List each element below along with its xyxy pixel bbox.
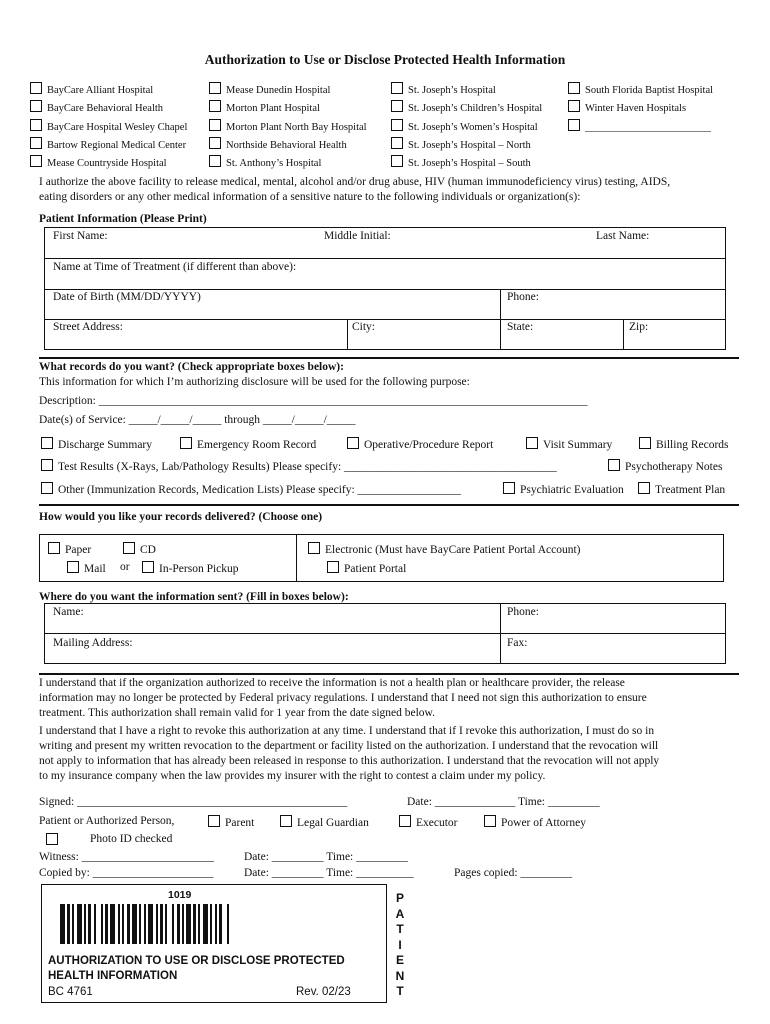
delivery-patient-portal[interactable]: Patient Portal (327, 561, 406, 575)
delivery-pickup[interactable]: In-Person Pickup (142, 561, 239, 575)
checkbox[interactable] (327, 561, 339, 573)
facility-option[interactable]: BayCare Hospital Wesley Chapel (30, 119, 187, 133)
checkbox[interactable] (526, 437, 538, 449)
delivery-heading: How would you like your records delivered? (Choose one) (39, 511, 323, 523)
checkbox[interactable] (209, 100, 221, 112)
barcode-bar (203, 904, 208, 944)
checkbox[interactable] (639, 437, 651, 449)
facility-option[interactable]: St. Joseph’s Women’s Hospital (391, 119, 538, 133)
records-heading: What records do you want? (Check appropriate boxes below): (39, 361, 344, 373)
checkbox[interactable] (391, 119, 403, 131)
relation-legal-guardian[interactable]: Legal Guardian (280, 815, 369, 829)
signed-date-time-field[interactable]: Date: ______________ Time: _________ (407, 796, 600, 808)
recipient-name-field[interactable]: Name: (53, 606, 84, 618)
barcode-bar (127, 904, 130, 944)
witness-field[interactable]: Witness: _______________________ (39, 851, 214, 863)
checkbox[interactable] (391, 82, 403, 94)
checkbox[interactable] (208, 815, 220, 827)
checkbox[interactable] (484, 815, 496, 827)
record-discharge-summary[interactable]: Discharge Summary (41, 437, 152, 451)
name-at-treatment-field[interactable]: Name at Time of Treatment (if different than above): (53, 261, 297, 273)
divider (347, 319, 348, 350)
pages-copied-field[interactable]: Pages copied: _________ (454, 867, 573, 879)
checkbox[interactable] (142, 561, 154, 573)
checkbox[interactable] (391, 100, 403, 112)
checkbox[interactable] (280, 815, 292, 827)
barcode-bar (165, 904, 167, 944)
facility-option[interactable]: St. Anthony’s Hospital (209, 155, 321, 169)
checkbox[interactable] (568, 100, 580, 112)
checkbox[interactable] (209, 82, 221, 94)
checkbox[interactable] (568, 82, 580, 94)
signed-field[interactable]: Signed: _______________________________________________ (39, 796, 348, 808)
facility-option[interactable]: BayCare Behavioral Health (30, 100, 163, 114)
street-field[interactable]: Street Address: (53, 321, 123, 333)
record-psychiatric-evaluation[interactable]: Psychiatric Evaluation (503, 482, 624, 496)
barcode-bar (77, 904, 82, 944)
checkbox[interactable] (30, 155, 42, 167)
section-divider (39, 357, 739, 359)
divider (44, 258, 726, 259)
city-field[interactable]: City: (352, 321, 376, 333)
checkbox[interactable] (41, 459, 53, 471)
barcode-bar (139, 904, 141, 944)
checkbox[interactable] (48, 542, 60, 554)
barcode-bar (182, 904, 184, 944)
checkbox[interactable] (638, 482, 650, 494)
barcode-bar (110, 904, 115, 944)
checkbox[interactable] (209, 137, 221, 149)
barcode-bar (94, 904, 96, 944)
checkbox[interactable] (308, 542, 320, 554)
record-visit-summary[interactable]: Visit Summary (526, 437, 612, 451)
facility-option[interactable]: Mease Dunedin Hospital (209, 82, 330, 96)
photo-id-label: Photo ID checked (90, 833, 173, 845)
divider (500, 603, 501, 664)
record-billing-records[interactable]: Billing Records (639, 437, 729, 451)
facility-option[interactable]: St. Joseph’s Hospital – North (391, 137, 531, 151)
witness-date-time-field[interactable]: Date: _________ Time: _________ (244, 851, 408, 863)
barcode (60, 904, 292, 944)
facility-option[interactable]: Bartow Regional Medical Center (30, 137, 186, 151)
zip-field[interactable]: Zip: (629, 321, 649, 333)
facility-option[interactable]: BayCare Alliant Hospital (30, 82, 153, 96)
barcode-bar (72, 904, 74, 944)
barcode-bar (172, 904, 174, 944)
recipient-fax-field[interactable]: Fax: (507, 637, 528, 649)
legal-p2-line3: not apply to information that has already been released in response to this authorization. I understand that the revocation will not apply (39, 755, 660, 767)
delivery-electronic[interactable]: Electronic (Must have BayCare Patient Portal Account) (308, 542, 580, 556)
checkbox[interactable] (41, 482, 53, 494)
barcode-bar (160, 904, 163, 944)
barcode-bar (122, 904, 124, 944)
photo-id-checkbox[interactable] (46, 833, 63, 847)
legal-p1-line1: I understand that if the organization authorized to receive the information is not a health plan or healthcare provider, the release (39, 677, 625, 689)
facility-option[interactable]: Winter Haven Hospitals (568, 100, 686, 114)
barcode-bar (118, 904, 120, 944)
record-psychotherapy-notes[interactable]: Psychotherapy Notes (608, 459, 722, 473)
description-field[interactable]: Description: _____________________________________________________________________________________ (39, 395, 588, 407)
barcode-bar (186, 904, 191, 944)
phone-field[interactable]: Phone: (507, 291, 539, 303)
authorize-text-line1: I authorize the above facility to release medical, mental, alcohol and/or drug abuse, HIV (human immunodeficiency virus) testing, AIDS, (39, 176, 671, 188)
checkbox[interactable] (399, 815, 411, 827)
barcode-bar (148, 904, 153, 944)
purpose-text: This information for which I’m authorizing disclosure will be used for the following purpose: (39, 376, 470, 388)
checkbox[interactable] (347, 437, 359, 449)
barcode-bar (219, 904, 222, 944)
checkbox[interactable] (209, 119, 221, 131)
section-divider (39, 504, 739, 506)
first-name-field[interactable]: First Name: (53, 230, 108, 242)
checkbox[interactable] (608, 459, 620, 471)
barcode-bar (156, 904, 158, 944)
divider (623, 319, 624, 350)
delivery-cd[interactable]: CD (123, 542, 156, 556)
record-treatment-plan[interactable]: Treatment Plan (638, 482, 725, 496)
divider (500, 289, 501, 350)
form-code: 1019 (168, 889, 192, 901)
legal-p2-line1: I understand that I have a right to revoke this authorization at any time. I understand that if I revoke this authorization, I must do so in (39, 725, 655, 737)
checkbox[interactable] (30, 100, 42, 112)
relation-executor[interactable]: Executor (399, 815, 458, 829)
dob-field[interactable]: Date of Birth (MM/DD/YYYY) (53, 291, 201, 303)
delivery-or: or (120, 561, 130, 573)
patient-or-authorized-label: Patient or Authorized Person, (39, 815, 175, 827)
facility-option[interactable]: St. Joseph’s Children’s Hospital (391, 100, 542, 114)
checkbox[interactable] (30, 137, 42, 149)
facility-option[interactable]: Morton Plant North Bay Hospital (209, 119, 367, 133)
checkbox[interactable] (503, 482, 515, 494)
last-name-field[interactable]: Last Name: (596, 230, 650, 242)
barcode-bar (132, 904, 137, 944)
legal-p1-line3: treatment. This authorization shall remain valid for 1 year from the date signed below. (39, 707, 435, 719)
form-revision: Rev. 02/23 (296, 986, 351, 998)
form-number: BC 4761 (48, 986, 93, 998)
facility-option[interactable]: Northside Behavioral Health (209, 137, 347, 151)
legal-p2-line4: to my insurance company when the law provides my insurer with the right to contest a claim under my policy. (39, 770, 546, 782)
checkbox[interactable] (30, 82, 42, 94)
divider (296, 534, 297, 582)
barcode-bar (105, 904, 108, 944)
authorize-text-line2: eating disorders or any other medical information of a sensitive nature to the following individuals or organization(s): (39, 191, 581, 203)
patient-info-heading: Patient Information (Please Print) (39, 213, 207, 225)
delivery-mail[interactable]: Mail (67, 561, 106, 575)
divider (44, 289, 726, 290)
barcode-bar (84, 904, 86, 944)
form-title-line2: HEALTH INFORMATION (48, 970, 178, 982)
recipient-address-field[interactable]: Mailing Address: (53, 637, 133, 649)
form-title: Authorization to Use or Disclose Protected Health Information (204, 52, 566, 67)
barcode-bar (177, 904, 180, 944)
legal-p2-line2: writing and present my written revocation to the department or facility listed on the authorization. I understand that the revocation will (39, 740, 659, 752)
barcode-bar (60, 904, 65, 944)
barcode-bar (193, 904, 196, 944)
checkbox[interactable] (391, 155, 403, 167)
middle-initial-field[interactable]: Middle Initial: (324, 230, 391, 242)
barcode-bar (210, 904, 212, 944)
state-field[interactable]: State: (507, 321, 534, 333)
relation-power-of-attorney[interactable]: Power of Attorney (484, 815, 586, 829)
section-divider (39, 673, 739, 675)
checkbox[interactable] (67, 561, 79, 573)
checkbox[interactable] (180, 437, 192, 449)
facility-option[interactable]: St. Joseph’s Hospital (391, 82, 496, 96)
barcode-bar (215, 904, 217, 944)
checkbox[interactable] (391, 137, 403, 149)
facility-option[interactable]: St. Joseph’s Hospital – South (391, 155, 531, 169)
barcode-bar (101, 904, 103, 944)
record-test-results[interactable]: Test Results (X-Rays, Lab/Pathology Results) Please specify: _____________________________________ (41, 459, 557, 473)
delivery-paper[interactable]: Paper (48, 542, 91, 556)
record-other[interactable]: Other (Immunization Records, Medication Lists) Please specify: __________________ (41, 482, 461, 496)
copied-date-time-field[interactable]: Date: _________ Time: __________ (244, 867, 414, 879)
checkbox[interactable] (568, 119, 580, 131)
barcode-bar (88, 904, 91, 944)
barcode-bar (144, 904, 146, 944)
form-title-line1: AUTHORIZATION TO USE OR DISCLOSE PROTECTED (48, 955, 345, 967)
checkbox[interactable] (30, 119, 42, 131)
checkbox[interactable] (123, 542, 135, 554)
checkbox[interactable] (41, 437, 53, 449)
record-emergency-room[interactable]: Emergency Room Record (180, 437, 316, 451)
facility-option[interactable]: South Florida Baptist Hospital (568, 82, 713, 96)
dates-of-service-field[interactable]: Date(s) of Service: _____/_____/_____ through _____/_____/_____ (39, 414, 356, 426)
barcode-bar (198, 904, 200, 944)
copied-by-field[interactable]: Copied by: _____________________ (39, 867, 214, 879)
divider (44, 633, 726, 634)
facility-option[interactable]: Mease Countryside Hospital (30, 155, 167, 169)
record-operative-procedure[interactable]: Operative/Procedure Report (347, 437, 493, 451)
checkbox[interactable] (46, 833, 58, 845)
legal-p1-line2: information may no longer be protected by Federal privacy regulations. I understand that I need not sign this authorization to ensure (39, 692, 647, 704)
barcode-bar (67, 904, 70, 944)
checkbox[interactable] (209, 155, 221, 167)
patient-vertical-label: P A T I E N T (395, 891, 405, 998)
relation-parent[interactable]: Parent (208, 815, 254, 829)
divider (386, 884, 387, 1003)
facility-option-other[interactable]: ________________________ (568, 119, 711, 133)
facility-option[interactable]: Morton Plant Hospital (209, 100, 320, 114)
barcode-bar (227, 904, 229, 944)
recipient-phone-field[interactable]: Phone: (507, 606, 539, 618)
recipient-heading: Where do you want the information sent? (Fill in boxes below): (39, 591, 349, 603)
